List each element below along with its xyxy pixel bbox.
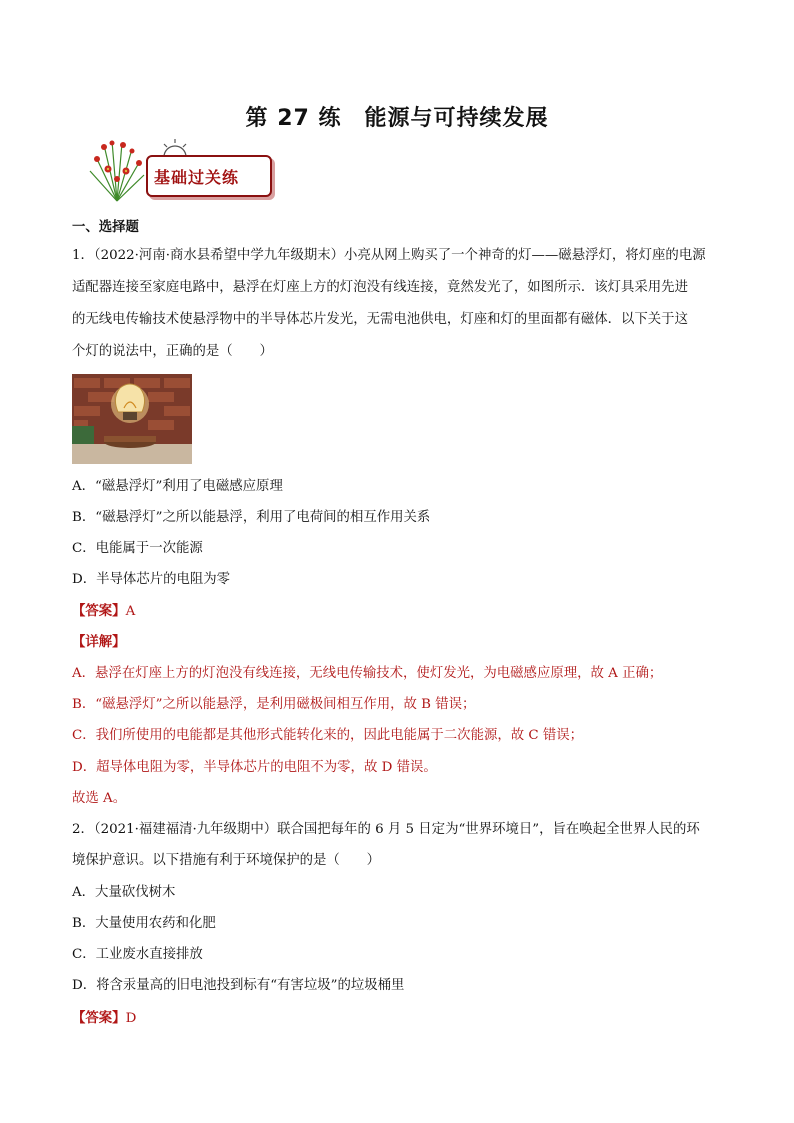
answer-label: 【答案】: [72, 1010, 126, 1026]
q1-conclusion: 故选 A。: [72, 791, 127, 806]
answer-label: 【答案】: [72, 603, 126, 619]
q1-detail-line: C．我们所使用的电能都是其他形式能转化来的，因此电能属于二次能源，故 C 错误；: [72, 728, 584, 743]
q2-option-a: A．大量砍伐树木: [72, 885, 176, 900]
q1-option-c: C．电能属于一次能源: [72, 541, 203, 556]
flower-illustration: [82, 135, 152, 205]
q1-option-d: D．半导体芯片的电阻为零: [72, 572, 231, 587]
q1-detail-line: A．悬浮在灯座上方的灯泡没有线连接，无线电传输技术，使灯发光，为电磁感应原理，故 A 正确；: [72, 666, 663, 681]
answer-value: D: [125, 1011, 137, 1026]
q1-detail-line: D．超导体电阻为零，半导体芯片的电阻不为零，故 D 错误。: [72, 760, 437, 775]
q2-answer: [72, 1009, 722, 1028]
q1-detail-label: 【详解】: [72, 634, 126, 650]
section-heading: 一、选择题: [72, 219, 139, 235]
q1-answer: [72, 602, 722, 621]
q1-detail-line: B．“磁悬浮灯”之所以能悬浮，是利用磁极间相互作用，故 B 错误；: [72, 697, 476, 712]
answer-value: A: [125, 604, 136, 619]
banner-label: 基础过关练: [154, 168, 240, 187]
q1-option-a: A．“磁悬浮灯”利用了电磁感应原理: [72, 479, 283, 494]
q2-option-c: C．工业废水直接排放: [72, 947, 203, 962]
q1-line: 适配器连接至家庭电路中，悬浮在灯座上方的灯泡没有线连接，竟然发光了，如图所示．该灯具采用先进: [72, 280, 688, 295]
q1-line: 个灯的说法中，正确的是（ ）: [72, 344, 273, 359]
q2-line: 2．（2021·福建福清·九年级期中）联合国把每年的 6 月 5 日定为“世界环境日”，旨在唤起全世界人民的环: [72, 822, 700, 837]
q2-line: 境保护意识。以下措施有利于环境保护的是（ ）: [72, 853, 380, 868]
q2-option-d: D．将含汞量高的旧电池投到标有“有害垃圾”的垃圾桶里: [72, 978, 405, 993]
q1-line: 的无线电传输技术使悬浮物中的半导体芯片发光，无需电池供电，灯座和灯的里面都有磁体．以下关于这: [72, 312, 688, 327]
maglev-lamp-photo: [72, 374, 192, 464]
q1-option-b: B．“磁悬浮灯”之所以能悬浮，利用了电荷间的相互作用关系: [72, 510, 431, 525]
q2-option-b: B．大量使用农药和化肥: [72, 916, 216, 931]
page-title: 第 27 练 能源与可持续发展: [245, 106, 549, 131]
q1-line: 1．（2022·河南·商水县希望中学九年级期末）小亮从网上购买了一个神奇的灯——磁悬浮灯，将灯座的电源: [72, 248, 706, 263]
section-banner: [82, 135, 282, 205]
